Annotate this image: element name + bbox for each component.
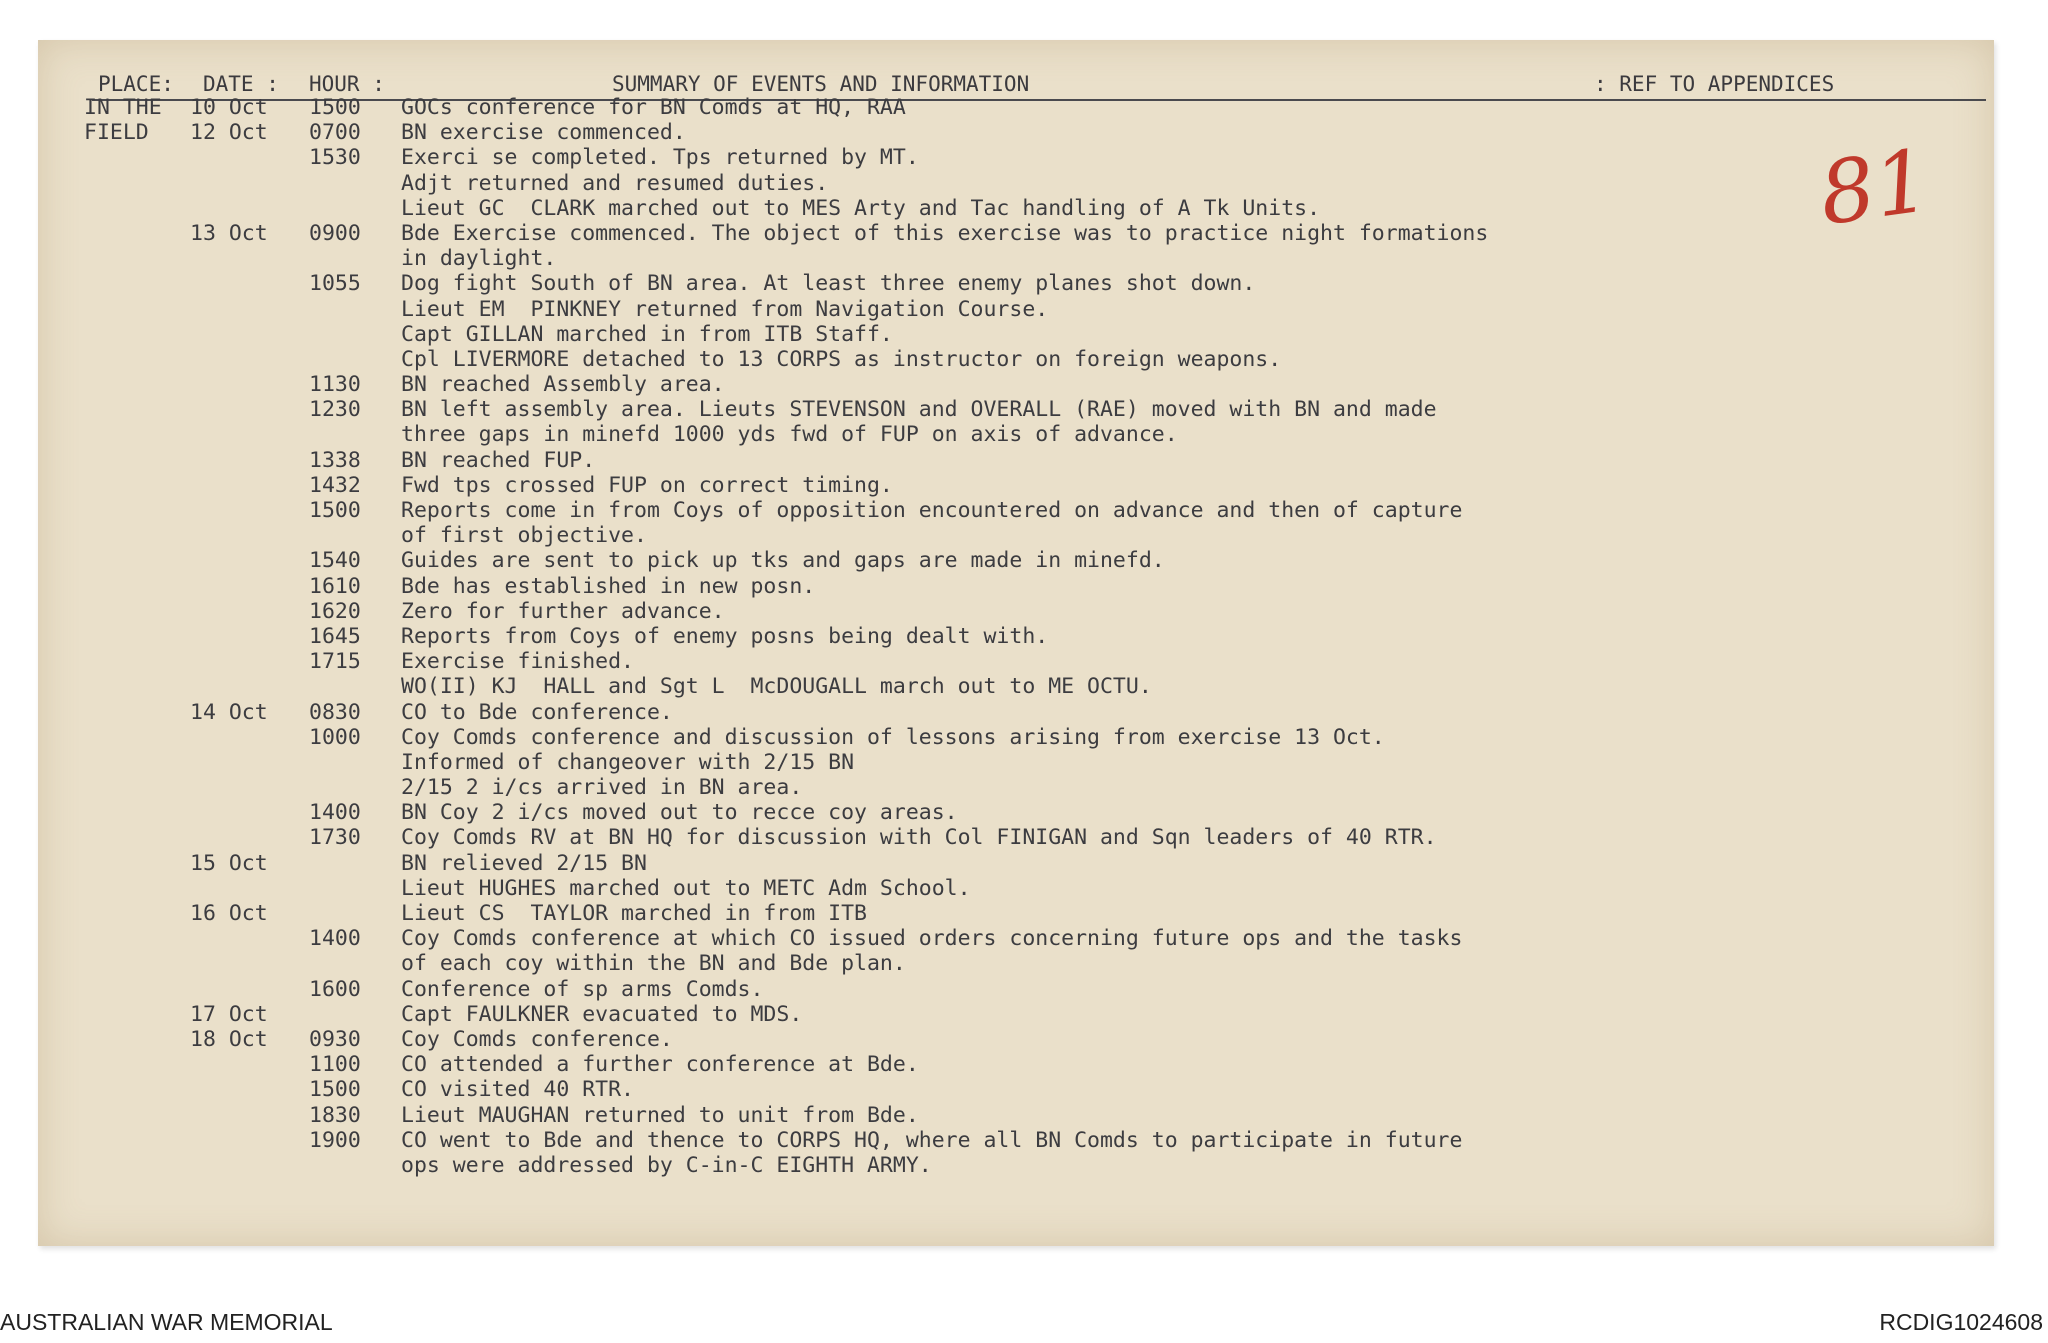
entry-hour: 0900 (309, 220, 361, 246)
diary-entry-row (0, 674, 2048, 699)
entry-hour: 1338 (309, 447, 361, 473)
entry-text: Informed of changeover with 2/15 BN (401, 749, 855, 775)
entry-hour: 1645 (309, 623, 361, 649)
entry-text: CO to Bde conference. (401, 699, 673, 725)
entry-hour: 1400 (309, 800, 361, 826)
diary-entry-row (0, 397, 2048, 422)
entry-date: 10 Oct (190, 95, 268, 120)
entry-hour: 1000 (309, 724, 361, 750)
entry-hour: 1500 (309, 95, 361, 120)
diary-entry-row (0, 599, 2048, 624)
entry-hour: 1610 (309, 573, 361, 599)
entry-hour: 0830 (309, 699, 361, 725)
diary-entry-row (0, 1103, 2048, 1128)
entry-text: Bde has established in new posn. (401, 573, 816, 599)
entry-hour: 1530 (309, 145, 361, 171)
entry-hour: 0930 (309, 1026, 361, 1052)
entry-hour: 1055 (309, 271, 361, 297)
diary-entry-row (0, 700, 2048, 725)
diary-entry-row (0, 725, 2048, 750)
entry-text: Exercise finished. (401, 649, 634, 675)
diary-entry-row (0, 1027, 2048, 1052)
diary-entry-row (0, 473, 2048, 498)
diary-entry-row (0, 977, 2048, 1002)
diary-entry-row (0, 448, 2048, 473)
entry-place: FIELD (84, 120, 149, 146)
entry-text: BN Coy 2 i/cs moved out to recce coy areas. (401, 800, 958, 826)
diary-entry-row (0, 196, 2048, 221)
entry-text: Lieut MAUGHAN returned to unit from Bde. (401, 1102, 919, 1128)
entry-hour: 1620 (309, 598, 361, 624)
entry-hour: 0700 (309, 120, 361, 146)
diary-entry-row (0, 574, 2048, 599)
entry-text: Adjt returned and resumed duties. (401, 170, 829, 196)
entry-text: BN exercise commenced. (401, 120, 686, 146)
entry-hour: 1500 (309, 1077, 361, 1103)
diary-entry-row (0, 851, 2048, 876)
entry-hour: 1830 (309, 1102, 361, 1128)
diary-entry-row (0, 876, 2048, 901)
entry-text: Lieut CS TAYLOR marched in from ITB (401, 901, 867, 926)
entry-text: Coy Comds RV at BN HQ for discussion with Col FINIGAN and Sqn leaders of 40 RTR. (401, 825, 1437, 851)
diary-entry-row (0, 372, 2048, 397)
entry-text: three gaps in minefd 1000 yds fwd of FUP on axis of advance. (401, 422, 1178, 448)
diary-entry-row (0, 1077, 2048, 1102)
diary-entry-row (0, 322, 2048, 347)
entry-place: IN THE (84, 95, 162, 120)
entry-date: 13 Oct (190, 220, 268, 246)
diary-entry-row (0, 649, 2048, 674)
diary-entry-row (0, 901, 2048, 926)
entry-hour: 1715 (309, 649, 361, 675)
entry-text: Lieut HUGHES marched out to METC Adm School. (401, 875, 971, 901)
diary-entries (0, 95, 2048, 1178)
header-summary: SUMMARY OF EVENTS AND INFORMATION (612, 72, 1030, 96)
entry-hour: 1400 (309, 926, 361, 952)
entry-hour: 1432 (309, 472, 361, 498)
diary-entry-row (0, 297, 2048, 322)
header-date: DATE : (203, 72, 279, 96)
diary-entry-row (0, 1128, 2048, 1153)
entry-text: CO went to Bde and thence to CORPS HQ, where all BN Comds to participate in future (401, 1127, 1463, 1153)
entry-text: Exerci se completed. Tps returned by MT. (401, 145, 919, 171)
footer-institution: AUSTRALIAN WAR MEMORIAL (0, 1309, 333, 1335)
entry-text: BN reached FUP. (401, 447, 596, 473)
entry-text: Coy Comds conference. (401, 1026, 673, 1052)
entry-text: ops were addressed by C-in-C EIGHTH ARMY. (401, 1152, 932, 1178)
entry-text: Lieut EM PINKNEY returned from Navigation Course. (401, 296, 1049, 322)
header-ref-to-appendices: : REF TO APPENDICES (1594, 72, 1835, 96)
entry-date: 17 Oct (190, 1001, 268, 1027)
entry-text: Zero for further advance. (401, 598, 725, 624)
entry-text: Lieut GC CLARK marched out to MES Arty and Tac handling of A Tk Units. (401, 195, 1321, 221)
entry-hour: 1730 (309, 825, 361, 851)
diary-entry-row (0, 422, 2048, 447)
entry-text: BN left assembly area. Lieuts STEVENSON and OVERALL (RAE) moved with BN and made (401, 397, 1437, 423)
entry-hour: 1100 (309, 1052, 361, 1078)
diary-entry-row (0, 775, 2048, 800)
diary-entry-row (0, 498, 2048, 523)
entry-text: Reports come in from Coys of opposition encountered on advance and then of capture (401, 498, 1463, 523)
entry-text: 2/15 2 i/cs arrived in BN area. (401, 775, 803, 801)
diary-entry-row (0, 246, 2048, 271)
entry-text: Dog fight South of BN area. At least three enemy planes shot down. (401, 271, 1256, 297)
header-place: PLACE: (98, 72, 174, 96)
diary-entry-row (0, 1052, 2048, 1077)
diary-entry-row (0, 523, 2048, 548)
diary-entry-row (0, 271, 2048, 296)
diary-entry-row (0, 221, 2048, 246)
entry-text: Guides are sent to pick up tks and gaps are made in minefd. (401, 548, 1165, 574)
footer-record-id: RCDIG1024608 (1879, 1309, 2043, 1335)
diary-entry-row (0, 145, 2048, 170)
entry-hour: 1500 (309, 498, 361, 523)
entry-date: 15 Oct (190, 850, 268, 876)
diary-entry-row (0, 951, 2048, 976)
entry-hour: 1600 (309, 976, 361, 1002)
diary-entry-row (0, 120, 2048, 145)
entry-date: 18 Oct (190, 1026, 268, 1052)
entry-hour: 1900 (309, 1127, 361, 1153)
entry-text: Cpl LIVERMORE detached to 13 CORPS as instructor on foreign weapons. (401, 346, 1282, 372)
entry-text: BN relieved 2/15 BN (401, 850, 647, 876)
diary-entry-row (0, 750, 2048, 775)
entry-text: Fwd tps crossed FUP on correct timing. (401, 472, 893, 498)
entry-text: of first objective. (401, 523, 647, 549)
diary-entry-row (0, 800, 2048, 825)
diary-entry-row (0, 548, 2048, 573)
diary-entry-row (0, 926, 2048, 951)
diary-entry-row (0, 347, 2048, 372)
entry-date: 12 Oct (190, 120, 268, 146)
diary-entry-row (0, 171, 2048, 196)
diary-entry-row (0, 825, 2048, 850)
entry-text: GOCs conference for BN Comds at HQ, RAA (401, 95, 906, 120)
entry-hour: 1230 (309, 397, 361, 423)
entry-text: Conference of sp arms Comds. (401, 976, 764, 1002)
entry-text: Coy Comds conference at which CO issued orders concerning future ops and the tasks (401, 926, 1463, 952)
entry-text: Bde Exercise commenced. The object of this exercise was to practice night formations (401, 220, 1489, 246)
header-hour: HOUR : (309, 72, 385, 96)
entry-text: in daylight. (401, 246, 557, 272)
entry-text: Reports from Coys of enemy posns being dealt with. (401, 623, 1049, 649)
diary-entry-row (0, 1153, 2048, 1178)
entry-text: of each coy within the BN and Bde plan. (401, 951, 906, 977)
entry-text: WO(II) KJ HALL and Sgt L McDOUGALL march out to ME OCTU. (401, 674, 1152, 700)
diary-entry-row (0, 1002, 2048, 1027)
entry-text: BN reached Assembly area. (401, 372, 725, 398)
entry-text: Capt FAULKNER evacuated to MDS. (401, 1001, 803, 1027)
entry-date: 14 Oct (190, 699, 268, 725)
diary-entry-row (0, 624, 2048, 649)
entry-text: Coy Comds conference and discussion of lessons arising from exercise 13 Oct. (401, 724, 1385, 750)
entry-hour: 1130 (309, 372, 361, 398)
entry-date: 16 Oct (190, 901, 268, 926)
entry-hour: 1540 (309, 548, 361, 574)
entry-text: Capt GILLAN marched in from ITB Staff. (401, 321, 893, 347)
entry-text: CO visited 40 RTR. (401, 1077, 634, 1103)
diary-entry-row (0, 95, 2048, 120)
folio-number: 81 (1813, 130, 1936, 246)
entry-text: CO attended a further conference at Bde. (401, 1052, 919, 1078)
